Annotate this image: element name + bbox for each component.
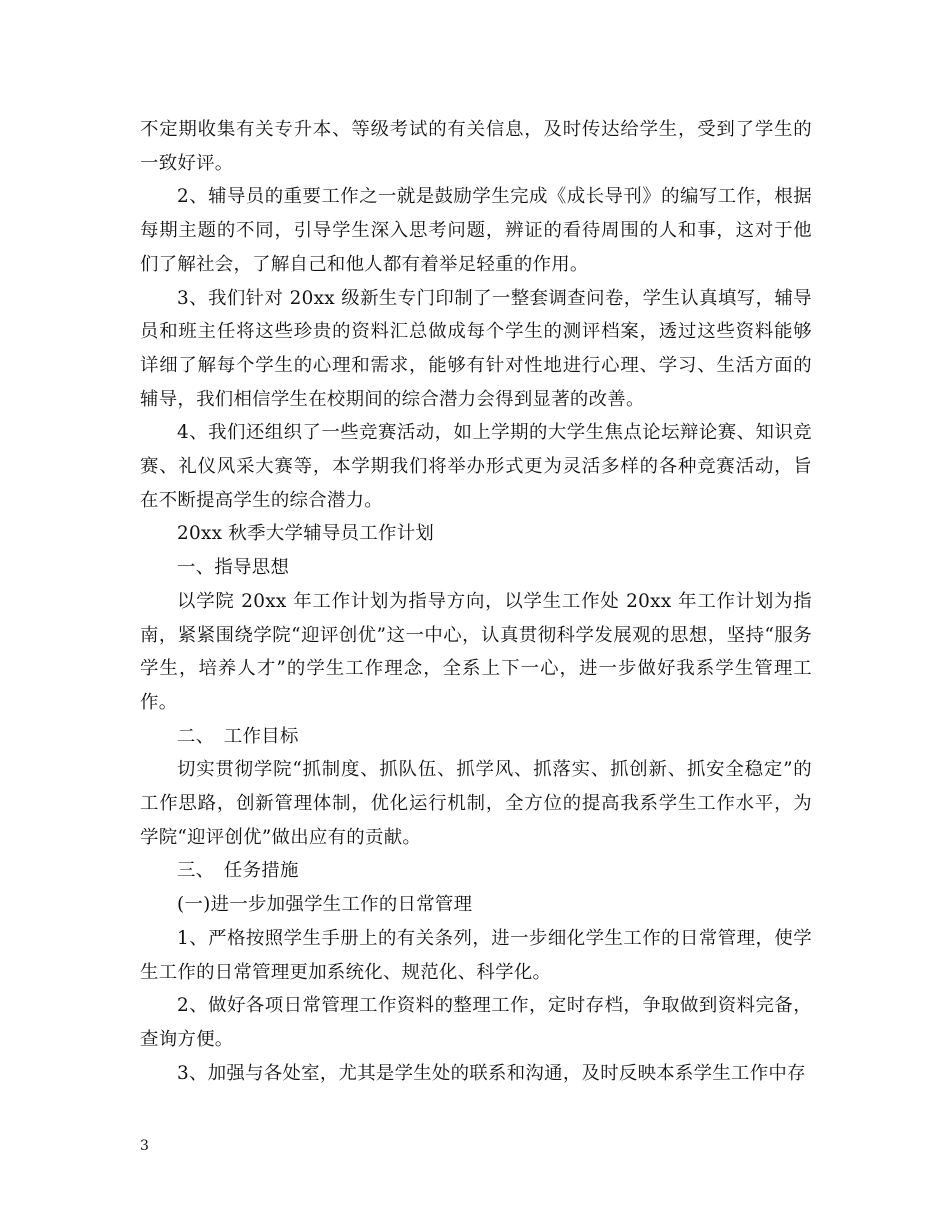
- paragraph-item-4: 4、我们还组织了一些竞赛活动，如上学期的大学生焦点论坛辩论赛、知识竞赛、礼仪风采大赛等，本学期我们将举办形式更为灵活多样的各种竞赛活动，旨在不断提高学生的综合潜力。: [140, 422, 812, 511]
- page-number: 3: [140, 1138, 149, 1154]
- paragraph-measure-1: 1、严格按照学生手册上的有关条列，进一步细化学生工作的日常管理，使学生工作的日常管理更加系统化、规范化、科学化。: [140, 927, 812, 983]
- subheading-daily-management: (一)进一步加强学生工作的日常管理: [177, 894, 473, 916]
- paragraph-work-goals: 切实贯彻学院“抓制度、抓队伍、抓学风、抓落实、抓创新、抓安全稳定”的工作思路，创新管理体制，优化运行机制，全方位的提高我系学生工作水平，为学院“迎评创优”做出应有的贡献。: [140, 759, 812, 848]
- heading-guiding-ideology: 一、指导思想: [177, 557, 290, 579]
- paragraph-continuation: 不定期收集有关专升本、等级考试的有关信息，及时传达给学生，受到了学生的一致好评。: [140, 119, 812, 174]
- heading-work-goals: 二、 工作目标: [177, 725, 299, 747]
- document-body: [140, 113, 812, 1090]
- paragraph-guiding-ideology: 以学院 20xx 年工作计划为指导方向，以学生工作处 20xx 年工作计划为指南，紧紧围绕学院“迎评创优”这一中心，认真贯彻科学发展观的思想，坚持“服务学生，培养人才”的学生工作理念，全系上下一心，进一步做好我系学生管理工作。: [140, 590, 812, 713]
- paragraph-measure-2: 2、做好各项日常管理工作资料的整理工作，定时存档，争取做到资料完备，查询方便。: [140, 995, 812, 1050]
- paragraph-item-3: 3、我们针对 20xx 级新生专门印制了一整套调查问卷，学生认真填写，辅导员和班主任将这些珍贵的资料汇总做成每个学生的测评档案，透过这些资料能够详细了解每个学生的心理和需求，能够有针对性地进行心理、学习、生活方面的辅导，我们相信学生在校期间的综合潜力会得到显著的改善。: [140, 287, 812, 410]
- paragraph-measure-3: 3、加强与各处室，尤其是学生处的联系和沟通，及时反映本系学生工作中存: [177, 1062, 806, 1084]
- paragraph-item-2: 2、辅导员的重要工作之一就是鼓励学生完成《成长导刊》的编写工作，根据每期主题的不同，引导学生深入思考问题，辨证的看待周围的人和事，这对于他们了解社会，了解自己和他人都有着举足轻重的作用。: [140, 186, 812, 275]
- section-title: 20xx 秋季大学辅导员工作计划: [177, 523, 435, 545]
- heading-task-measures: 三、 任务措施: [177, 860, 299, 882]
